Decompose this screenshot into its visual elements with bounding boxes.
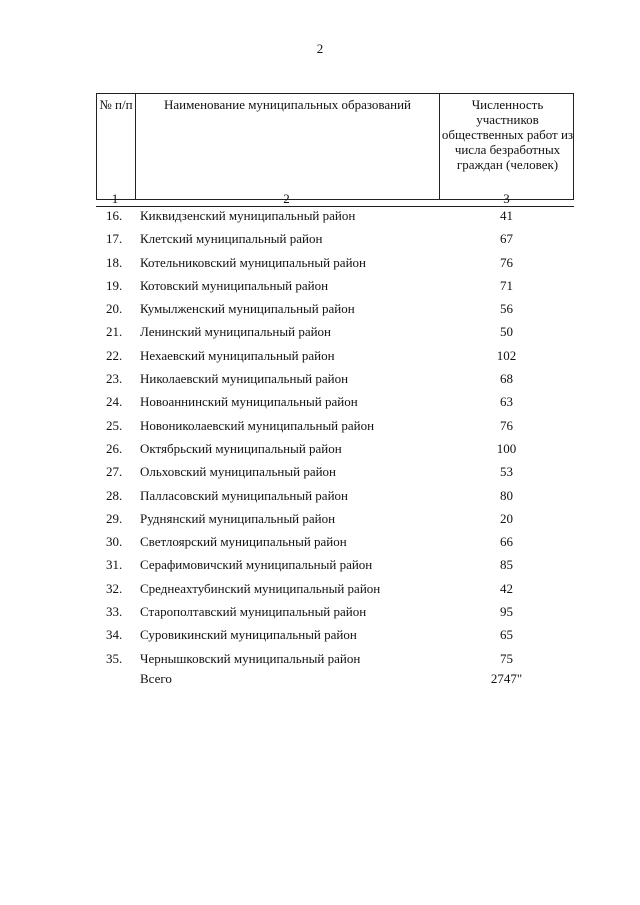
row-name: Котельниковский муниципальный район: [140, 254, 366, 270]
row-number: 26.: [106, 440, 123, 456]
header-count-column: Численность участников общественных работ из числа безработных граждан (человек): [441, 97, 574, 172]
table-row: [96, 346, 574, 369]
row-value: 66: [500, 534, 513, 550]
row-number: 32.: [106, 580, 123, 596]
row-name: Новоаннинский муниципальный район: [140, 394, 358, 410]
table-row: [96, 625, 574, 648]
row-name: Палласовский муниципальный район: [140, 487, 348, 503]
row-name: Котовский муниципальный район: [140, 277, 329, 293]
row-number: 27.: [106, 464, 123, 480]
row-number: 16.: [106, 208, 123, 223]
row-value: 100: [496, 440, 517, 456]
row-number: 19.: [106, 277, 123, 293]
page-number: 2: [316, 41, 324, 56]
row-name: Чернышковский муниципальный район: [140, 650, 361, 666]
total-label: Всего: [140, 671, 172, 686]
row-value: 63: [500, 394, 513, 410]
total-value: 2747": [490, 671, 523, 686]
table-row: [96, 369, 574, 392]
row-name: Суровикинский муниципальный район: [140, 627, 357, 643]
row-value: 67: [500, 231, 513, 247]
table-row: [96, 555, 574, 578]
table-row: [96, 439, 574, 462]
row-name: Николаевский муниципальный район: [140, 371, 349, 387]
row-value: 56: [500, 301, 513, 317]
row-name: Старополтавский муниципальный район: [140, 604, 367, 620]
row-number: 30.: [106, 534, 123, 550]
table-row: [96, 253, 574, 276]
column-numbers-row: [96, 192, 574, 205]
row-value: 71: [500, 277, 513, 293]
row-number: 20.: [106, 301, 123, 317]
row-number: 18.: [106, 254, 123, 270]
column-number: 3: [503, 191, 510, 206]
row-number: 22.: [106, 347, 123, 363]
row-value: 95: [500, 604, 513, 620]
row-number: 31.: [106, 557, 123, 573]
row-name: Киквидзенский муниципальный район: [140, 208, 356, 223]
row-name: Светлоярский муниципальный район: [140, 534, 347, 550]
table-row: [96, 299, 574, 322]
table-row: [96, 579, 574, 602]
row-name: Кумылженский муниципальный район: [140, 301, 355, 317]
column-number: 2: [283, 191, 290, 206]
table-row: [96, 532, 574, 555]
row-value: 102: [496, 347, 517, 363]
row-value: 41: [500, 208, 513, 223]
row-value: 76: [500, 417, 513, 433]
row-value: 76: [500, 254, 513, 270]
table-row: [96, 416, 574, 439]
row-name: Клетский муниципальный район: [140, 231, 323, 247]
row-name: Среднеахтубинский муниципальный район: [140, 580, 381, 596]
row-number: 34.: [106, 627, 123, 643]
column-number: 1: [111, 191, 119, 206]
row-value: 42: [500, 580, 513, 596]
table-row: [96, 649, 574, 672]
row-name: Руднянский муниципальный район: [140, 510, 336, 526]
table-row: [96, 229, 574, 252]
row-value: 20: [500, 510, 513, 526]
row-name: Новониколаевский муниципальный район: [140, 417, 375, 433]
header-name-column: Наименование муниципальных образований: [163, 97, 412, 112]
row-value: 65: [500, 627, 513, 643]
row-name: Нехаевский муниципальный район: [140, 347, 335, 363]
table-row: [96, 206, 574, 229]
row-name: Серафимовичский муниципальный район: [140, 557, 373, 573]
table-row: [96, 486, 574, 509]
row-number: 33.: [106, 604, 123, 620]
row-number: 28.: [106, 487, 123, 503]
row-value: 80: [500, 487, 513, 503]
row-value: 50: [500, 324, 513, 340]
row-name: Ольховский муниципальный район: [140, 464, 337, 480]
row-value: 85: [500, 557, 513, 573]
table-row: [96, 602, 574, 625]
row-number: 24.: [106, 394, 123, 410]
row-number: 25.: [106, 417, 123, 433]
header-number-column: № п/п: [99, 97, 133, 112]
row-number: 23.: [106, 371, 123, 387]
total-row: [96, 671, 574, 691]
table-row: [96, 509, 574, 532]
table-row: [96, 462, 574, 485]
row-value: 53: [500, 464, 513, 480]
row-name: Октябрьский муниципальный район: [140, 440, 342, 456]
table-row: [96, 392, 574, 415]
row-value: 68: [500, 371, 513, 387]
table-header: [96, 93, 574, 200]
row-number: 21.: [106, 324, 123, 340]
row-number: 35.: [106, 650, 123, 666]
row-number: 17.: [106, 231, 123, 247]
row-number: 29.: [106, 510, 123, 526]
table-body: [96, 206, 574, 672]
row-name: Ленинский муниципальный район: [140, 324, 332, 340]
row-value: 75: [500, 650, 513, 666]
table-row: [96, 276, 574, 299]
table-row: [96, 322, 574, 345]
